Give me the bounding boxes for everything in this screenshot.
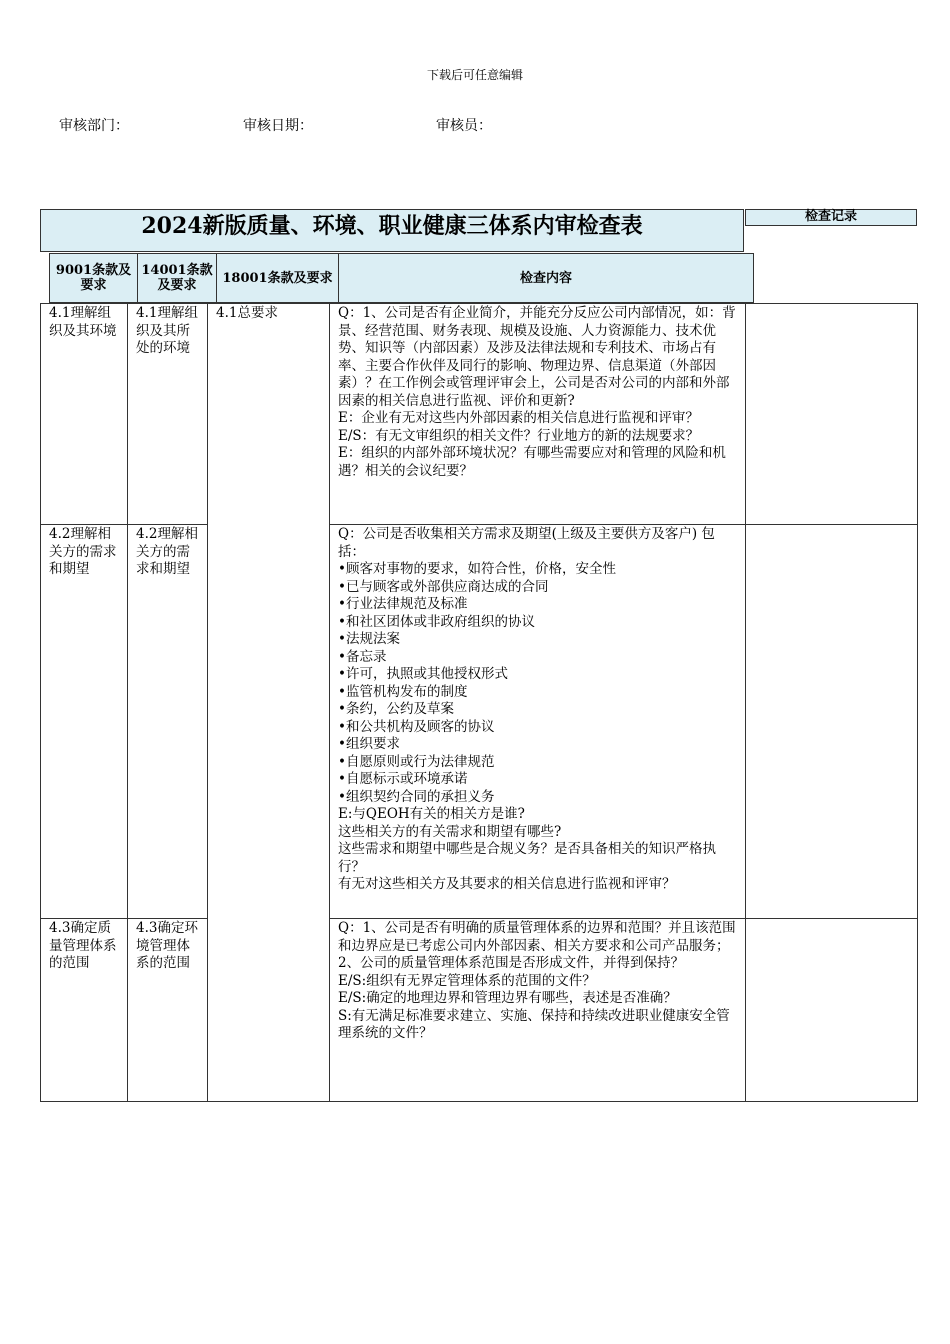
audit-date-label: 审核日期： [243, 118, 313, 134]
cell-9001: 4.2理解相关方的需求和期望 [41, 525, 128, 919]
col-header-14001: 14001条款及要求 [137, 253, 217, 303]
col-header-content: 检查内容 [338, 253, 754, 303]
table-row [41, 304, 918, 525]
cell-9001: 4.1理解组织及其环境 [41, 304, 128, 525]
cell-record [746, 919, 918, 1102]
cell-content [330, 919, 746, 1102]
content-line: E：组织的内部外部环境状况？有哪些需要应对和管理的风险和机遇？相关的会议纪要？ [338, 445, 726, 479]
content-line: •监管机构发布的制度 [338, 683, 468, 700]
content-line: 有无对这些相关方及其要求的相关信息进行监视和评审？ [338, 876, 676, 892]
cell-content [330, 525, 746, 919]
content-line: 这些需求和期望中哪些是合规义务？是否具备相关的知识严格执行？ [338, 841, 716, 875]
content-line: •自愿标示或环境承诺 [338, 771, 468, 787]
content-line: S:有无满足标准要求建立、实施、保持和持续改进职业健康安全管理系统的文件？ [338, 1007, 730, 1041]
table-row [41, 919, 918, 1102]
content-line: Q：公司是否收集相关方需求及期望(上级及主要供方及客户) 包括： [338, 526, 715, 560]
content-line: •自愿原则或行为法律规范 [338, 753, 495, 770]
content-line: E/S：有无文审组织的相关文件？行业地方的新的法规要求？ [338, 427, 700, 444]
content-line: 2、公司的质量管理体系范围是否形成文件，并得到保持？ [338, 955, 685, 971]
header-note: 下载后可任意编辑 [426, 68, 523, 82]
table-row [41, 525, 918, 919]
col-header-9001: 9001条款及要求 [49, 253, 138, 303]
content-line: •和公共机构及顾客的协议 [338, 718, 495, 735]
auditor-label: 审核员： [436, 118, 492, 134]
content-line: E：企业有无对这些内外部因素的相关信息进行监视和评审？ [338, 410, 699, 426]
cell-content [330, 304, 746, 525]
content-line: •许可，执照或其他授权形式 [338, 666, 508, 682]
cell-14001: 4.1理解组织及其所处的环境 [128, 304, 208, 525]
cell-14001: 4.2理解相关方的需求和期望 [128, 525, 208, 919]
content-line: Q：1、公司是否有企业简介，并能充分反应公司内部情况，如：背景、经营范围、财务表现、规模及设施、人力资源能力、技术优势、知识等（内部因素）及涉及法律法规和专利技术、市场占有率、主要合作伙伴及同行的影响、物理边界、信息渠道（外部因素）？在工作例会或管理评审会上，公司是否对公司的内部和外部因素的相关信息进行监视、评价和更新? [338, 305, 736, 409]
checklist-table [40, 303, 918, 1102]
content-line: E:与QEOH有关的相关方是谁? [338, 806, 525, 822]
cell-record [746, 304, 918, 525]
content-line: Q：1、公司是否有明确的质量管理体系的边界和范围？并且该范围和边界应是已考虑公司内外部因素、相关方要求和公司产品服务； [338, 920, 736, 954]
content-line: •条约，公约及草案 [338, 701, 454, 717]
content-line: E/S:组织有无界定管理体系的范围的文件？ [338, 972, 596, 989]
record-header: 检查记录 [745, 209, 917, 226]
content-line: •组织要求 [338, 736, 400, 752]
content-line: •顾客对事物的要求，如符合性，价格，安全性 [338, 561, 616, 577]
content-line: 这些相关方的有关需求和期望有哪些? [338, 823, 562, 840]
cell-9001: 4.3确定质量管理体系的范围 [41, 919, 128, 1102]
cell-14001: 4.3确定环境管理体系的范围 [128, 919, 208, 1102]
content-line: •已与顾客或外部供应商达成的合同 [338, 578, 549, 595]
audit-dept-label: 审核部门： [59, 118, 129, 134]
table-title: 2024新版质量、环境、职业健康三体系内审检查表 [40, 209, 744, 252]
col-header-18001: 18001条款及要求 [216, 253, 339, 303]
content-line: •组织契约合同的承担义务 [338, 788, 495, 805]
cell-record [746, 525, 918, 919]
content-line: •行业法律规范及标准 [338, 596, 468, 612]
cell-18001: 4.1总要求 [208, 304, 330, 1102]
content-line: E/S:确定的地理边界和管理边界有哪些，表述是否准确？ [338, 990, 677, 1006]
content-line: •法规法案 [338, 631, 400, 647]
content-line: •备忘录 [338, 648, 387, 665]
content-line: •和社区团体或非政府组织的协议 [338, 613, 535, 630]
